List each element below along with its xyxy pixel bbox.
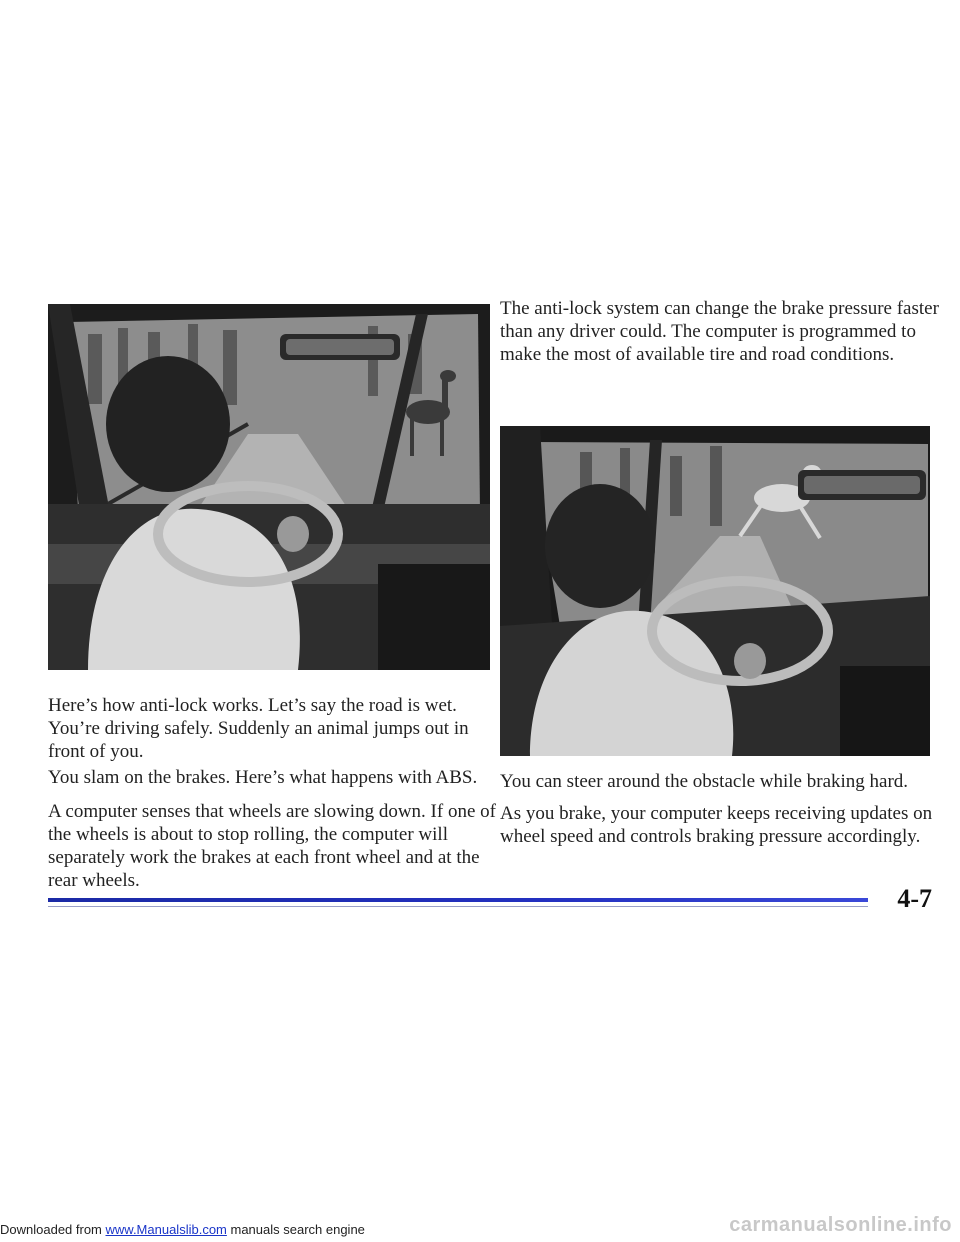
page-rule-thin: [48, 906, 868, 907]
footer-suffix: manuals search engine: [226, 1222, 365, 1237]
paragraph-slam-brakes: You slam on the brakes. Here’s what happens with ABS.: [48, 767, 478, 788]
illustration-driver-deer-leaping: [500, 426, 930, 756]
download-footer: [0, 1222, 365, 1237]
illustration-drawing: [500, 426, 930, 756]
illustration-drawing: [48, 304, 490, 670]
illustration-driver-deer-ahead: [48, 304, 490, 670]
page-number: 4-7: [897, 884, 932, 913]
site-watermark: carmanualsonline.info: [729, 1214, 952, 1236]
paragraph-abs-pressure: The anti-lock system can change the brake pressure faster than any driver could. The computer is programmed to make the most of available tire and road conditions.: [500, 298, 939, 365]
paragraph-anti-lock-works: Here’s how anti-lock works. Let’s say the road is wet. You’re driving safely. Suddenly an animal jumps out in front of you.: [48, 695, 469, 762]
page-rule: [48, 898, 868, 902]
paragraph-computer-updates: As you brake, your computer keeps receiving updates on wheel speed and controls braking pressure accordingly.: [500, 803, 933, 847]
paragraph-computer-senses: A computer senses that wheels are slowing down. If one of the wheels is about to stop rolling, the computer will separately work the brakes at each front wheel and at the rear wheels.: [48, 801, 496, 891]
footer-prefix: Downloaded from: [0, 1222, 106, 1237]
paragraph-steer-around: You can steer around the obstacle while braking hard.: [500, 771, 909, 792]
manualslib-link[interactable]: www.Manualslib.com: [105, 1222, 227, 1237]
